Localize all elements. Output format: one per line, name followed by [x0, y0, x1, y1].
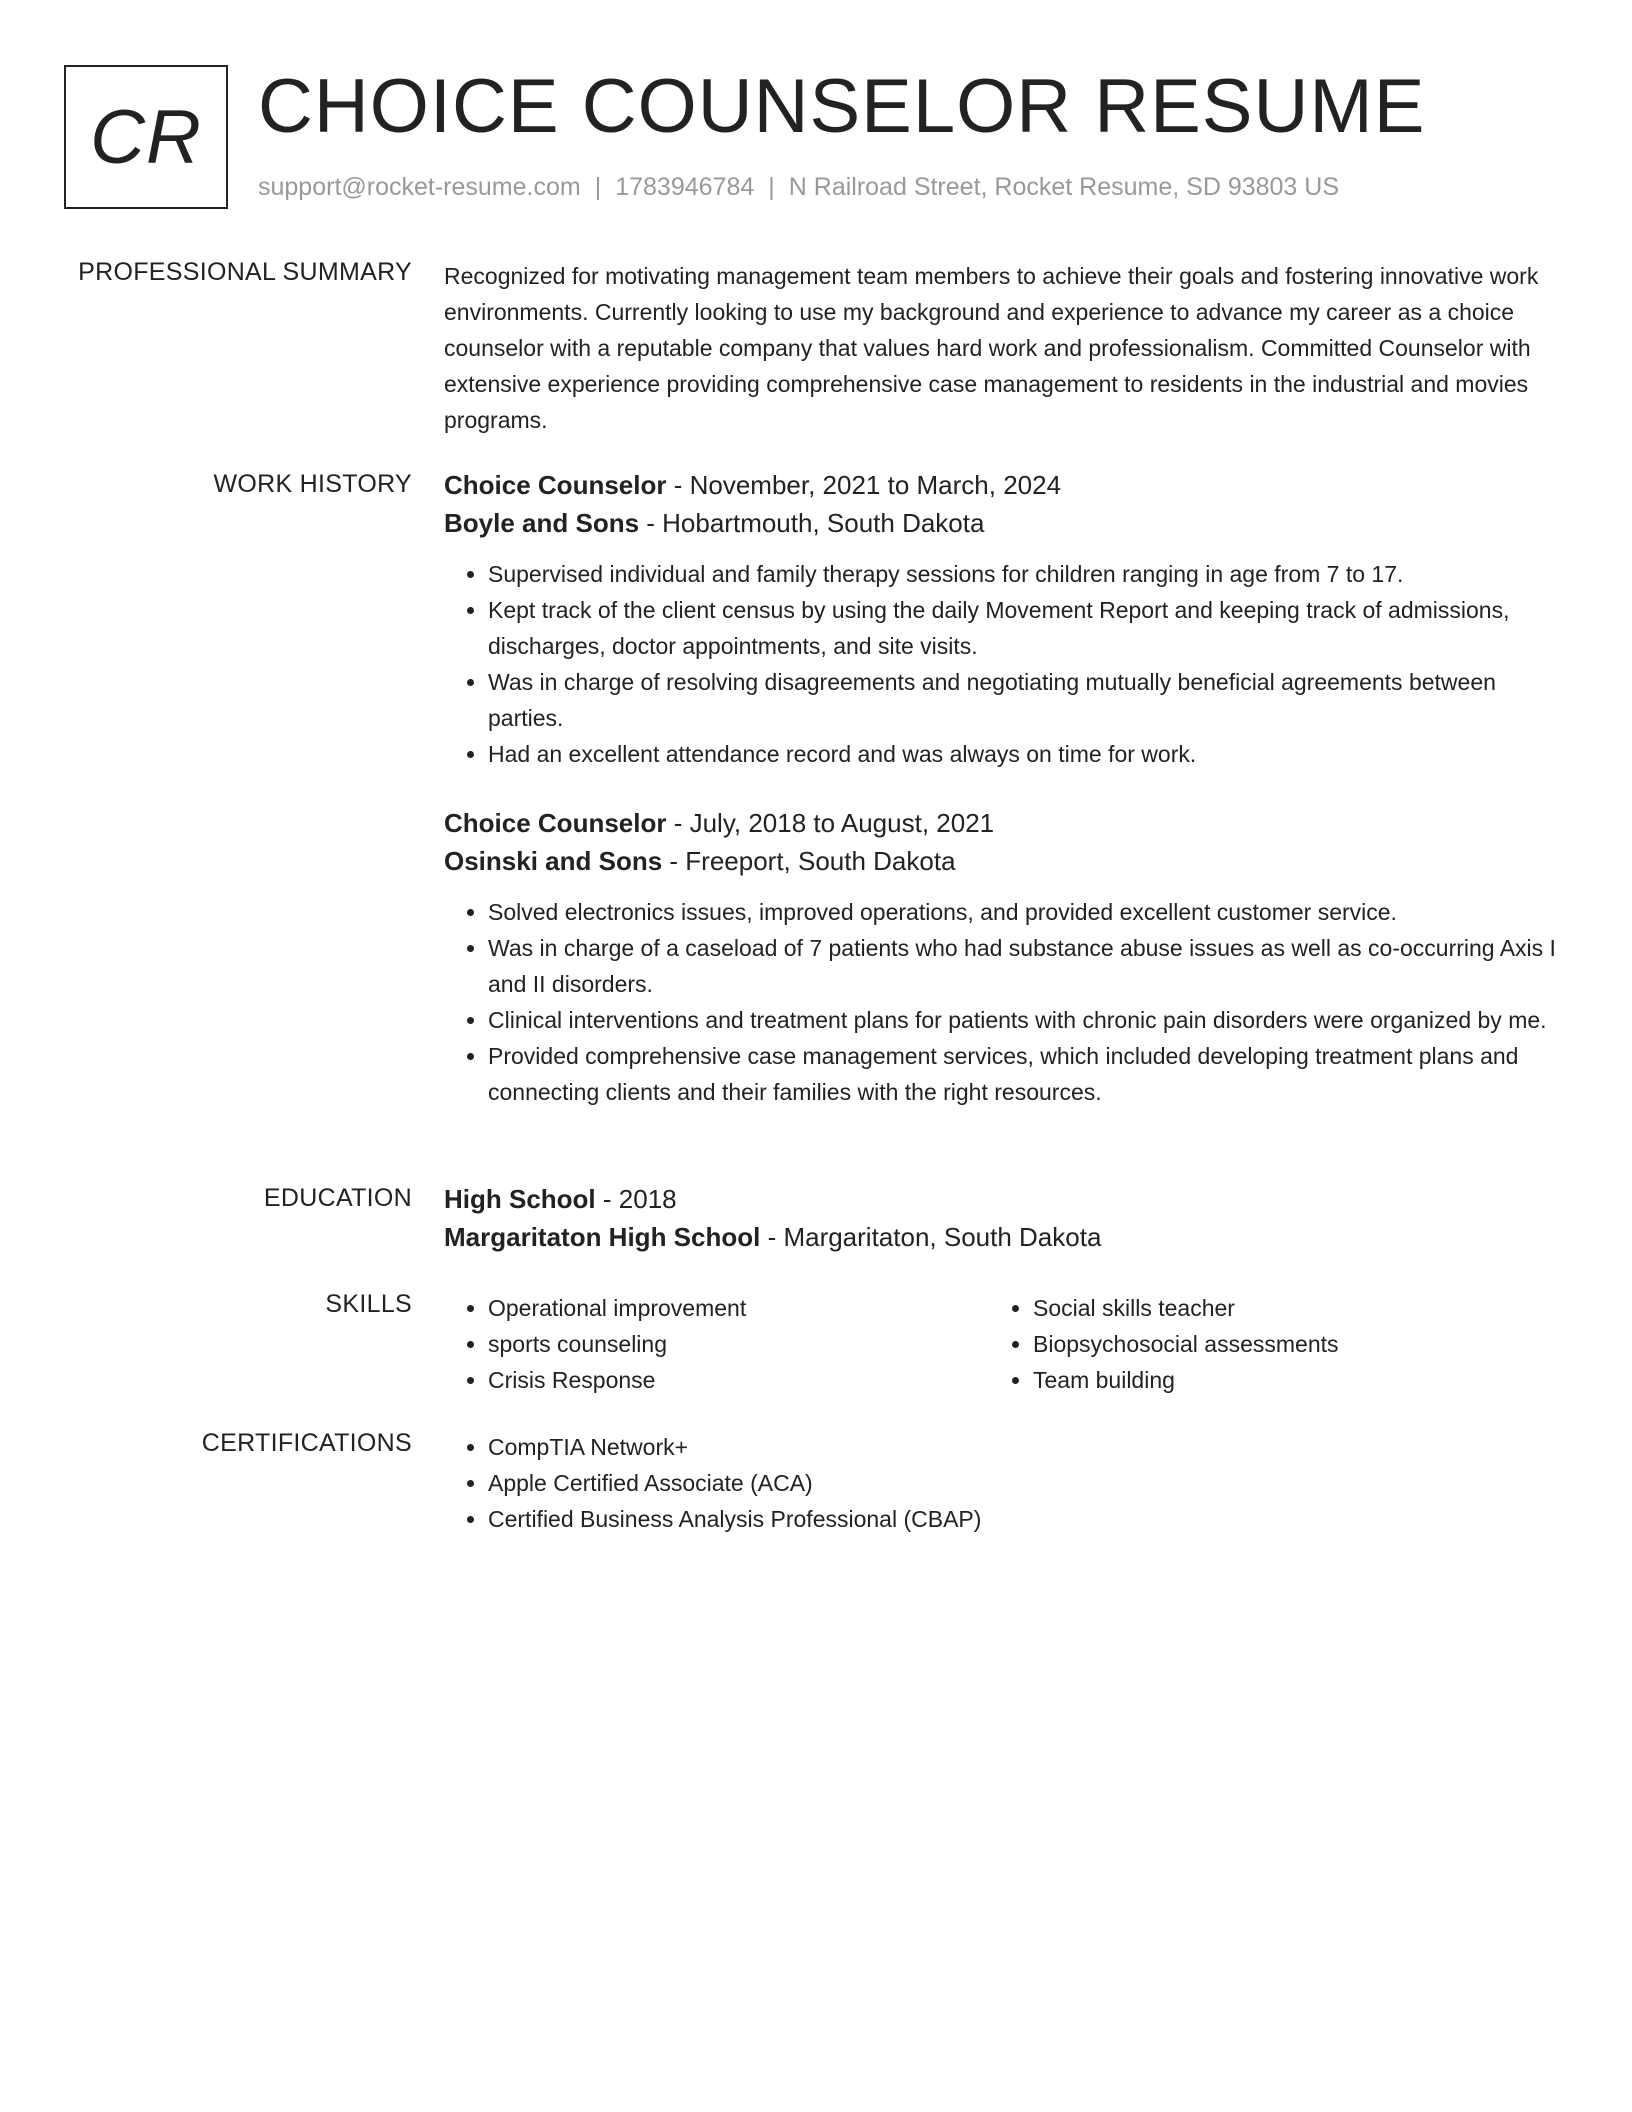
list-item: • Was in charge of resolving disagreements and negotiating mutually beneficial agreements between parties.: [488, 664, 1564, 736]
summary-body: [444, 258, 1564, 438]
list-item: • Provided comprehensive case management services, which included developing treatment plans and connecting clients and their families with the right resources.: [488, 1038, 1564, 1110]
certifications-body: [444, 1429, 1564, 1537]
job-company-line: [444, 504, 1564, 542]
contact-email[interactable]: support@rocket-resume.com: [258, 173, 581, 201]
job-location: - Freeport, South Dakota: [662, 846, 956, 876]
job-company: Boyle and Sons: [444, 508, 640, 538]
list-item: • Clinical interventions and treatment plans for patients with chronic pain disorders were organized by me.: [488, 1002, 1564, 1038]
skill-item: • Team building: [1033, 1362, 1534, 1398]
job-entry: [444, 804, 1564, 1110]
list-item: • Kept track of the client census by using the daily Movement Report and keeping track of admissions, discharges, doctor appointments, and site visits.: [488, 592, 1564, 664]
resume-header: [64, 65, 1574, 210]
job-title: Choice Counselor: [444, 470, 667, 500]
section-label-work-history: WORK HISTORY: [213, 470, 412, 498]
summary-text: Recognized for motivating management team members to achieve their goals and fostering innovative work environments. Currently looking to use my background and experience to advance my career as a choice counselor with a reputable company that values hard work and professionalism. Committed Counselor with extensive experience providing comprehensive case management to residents in the industrial and movies programs.: [444, 263, 1539, 433]
monogram-box: CR: [64, 65, 228, 209]
education-school: Margaritaton High School: [444, 1222, 761, 1252]
skills-column-left: [444, 1290, 989, 1398]
job-title-line: [444, 804, 1564, 842]
skill-item: • Social skills teacher: [1033, 1290, 1534, 1326]
list-item: • Solved electronics issues, improved operations, and provided excellent customer service.: [488, 894, 1564, 930]
job-company: Osinski and Sons: [444, 846, 663, 876]
skill-item: • sports counseling: [488, 1326, 989, 1362]
education-year: - 2018: [595, 1184, 677, 1214]
job-dates: - July, 2018 to August, 2021: [666, 808, 995, 838]
section-label-certifications: CERTIFICATIONS: [201, 1429, 412, 1457]
job-bullets: [444, 556, 1564, 772]
page-title: CHOICE COUNSELOR RESUME: [258, 64, 1426, 149]
job-title-line: [444, 466, 1564, 504]
contact-phone[interactable]: 1783946784: [615, 173, 755, 201]
education-location: - Margaritaton, South Dakota: [760, 1222, 1102, 1252]
contact-separator: |: [594, 173, 602, 201]
list-item: • Had an excellent attendance record and was always on time for work.: [488, 736, 1564, 772]
section-label-skills: SKILLS: [325, 1290, 412, 1318]
work-history-body: [444, 466, 1564, 1110]
contact-address: N Railroad Street, Rocket Resume, SD 93803 US: [788, 173, 1340, 201]
certifications-list: [444, 1429, 1564, 1537]
skills-body: [444, 1290, 1564, 1398]
list-item: • Supervised individual and family therapy sessions for children ranging in age from 7 to 17.: [488, 556, 1564, 592]
section-label-summary: PROFESSIONAL SUMMARY: [78, 258, 412, 286]
education-body: [444, 1180, 1564, 1256]
certification-item: • CompTIA Network+: [488, 1429, 1564, 1465]
job-entry: [444, 466, 1564, 772]
education-school-line: [444, 1218, 1564, 1256]
job-company-line: [444, 842, 1564, 880]
job-dates: - November, 2021 to March, 2024: [666, 470, 1062, 500]
job-title: Choice Counselor: [444, 808, 667, 838]
list-item: • Was in charge of a caseload of 7 patients who had substance abuse issues as well as co-occurring Axis I and II disorders.: [488, 930, 1564, 1002]
job-bullets: [444, 894, 1564, 1110]
skills-column-right: [989, 1290, 1534, 1398]
contact-separator: |: [768, 173, 775, 201]
skill-item: • Operational improvement: [488, 1290, 989, 1326]
certification-item: • Certified Business Analysis Professional (CBAP): [488, 1501, 1564, 1537]
education-degree: High School: [444, 1184, 596, 1214]
skill-item: • Biopsychosocial assessments: [1033, 1326, 1534, 1362]
skill-item: • Crisis Response: [488, 1362, 989, 1398]
contact-line: [258, 173, 1339, 202]
section-label-education: EDUCATION: [263, 1184, 412, 1212]
education-degree-line: [444, 1180, 1564, 1218]
certification-item: • Apple Certified Associate (ACA): [488, 1465, 1564, 1501]
job-location: - Hobartmouth, South Dakota: [639, 508, 985, 538]
